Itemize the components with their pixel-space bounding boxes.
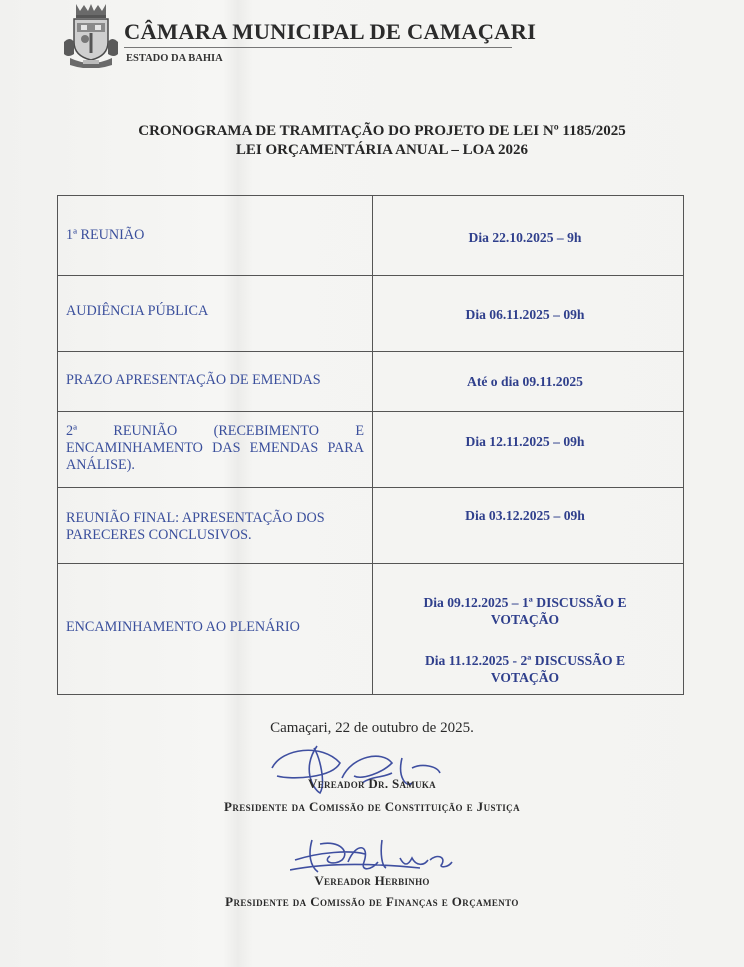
stage-cell: ENCAMINHAMENTO AO PLENÁRIO xyxy=(66,619,300,635)
schedule-table xyxy=(57,195,684,695)
date-cell: Até o dia 09.11.2025 xyxy=(467,374,583,389)
signatory-1-role: Presidente da Comissão de Constituição e Justiça xyxy=(224,799,520,814)
stage-cell: 1ª REUNIÃO xyxy=(66,227,145,243)
stage-cell: AUDIÊNCIA PÚBLICA xyxy=(66,303,209,319)
stage-cell: 2ª REUNIÃO (RECEBIMENTO E ENCAMINHAMENTO DAS EMENDAS PARA ANÁLISE). xyxy=(66,423,364,473)
table-row xyxy=(58,196,683,275)
date-cell: Dia 03.12.2025 – 09h xyxy=(465,508,585,523)
table-row xyxy=(58,275,683,351)
table-row xyxy=(58,563,683,695)
institution-name: CÂMARA MUNICIPAL DE CAMAÇARI xyxy=(124,19,537,44)
document-title xyxy=(0,122,744,160)
table-row xyxy=(58,351,683,411)
date-cell: Dia 06.11.2025 – 09h xyxy=(465,307,585,322)
table-row xyxy=(58,411,683,487)
signatory-1-name: Vereador Dr. Samuka xyxy=(308,776,436,791)
state-name: ESTADO DA BAHIA xyxy=(126,53,223,64)
coat-of-arms-icon xyxy=(62,2,120,68)
date-cell: Dia 12.11.2025 – 09h xyxy=(465,434,585,449)
title-line-2: LEI ORÇAMENTÁRIA ANUAL – LOA 2026 xyxy=(235,142,529,158)
signatory-2-name: Vereador Herbinho xyxy=(314,873,430,888)
title-line-1: CRONOGRAMA DE TRAMITAÇÃO DO PROJETO DE LEI Nº 1185/2025 xyxy=(138,123,626,139)
signatory-2-role: Presidente da Comissão de Finanças e Orçamento xyxy=(225,894,519,909)
stage-cell: PRAZO APRESENTAÇÃO DE EMENDAS xyxy=(66,372,321,388)
stage-cell: REUNIÃO FINAL: APRESENTAÇÃO DOS PARECERES CONCLUSIVOS. xyxy=(66,510,325,543)
table-row xyxy=(58,487,683,563)
letterhead xyxy=(62,2,537,70)
signature-icon xyxy=(290,832,470,878)
letterhead-divider xyxy=(124,47,512,48)
date-cell: Dia 09.12.2025 – 1ª DISCUSSÃO E VOTAÇÃO xyxy=(423,595,627,627)
date-cell: Dia 22.10.2025 – 9h xyxy=(468,230,582,245)
place-and-date: Camaçari, 22 de outubro de 2025. xyxy=(270,720,474,736)
date-cell-secondary: Dia 11.12.2025 - 2ª DISCUSSÃO E VOTAÇÃO xyxy=(424,653,626,685)
